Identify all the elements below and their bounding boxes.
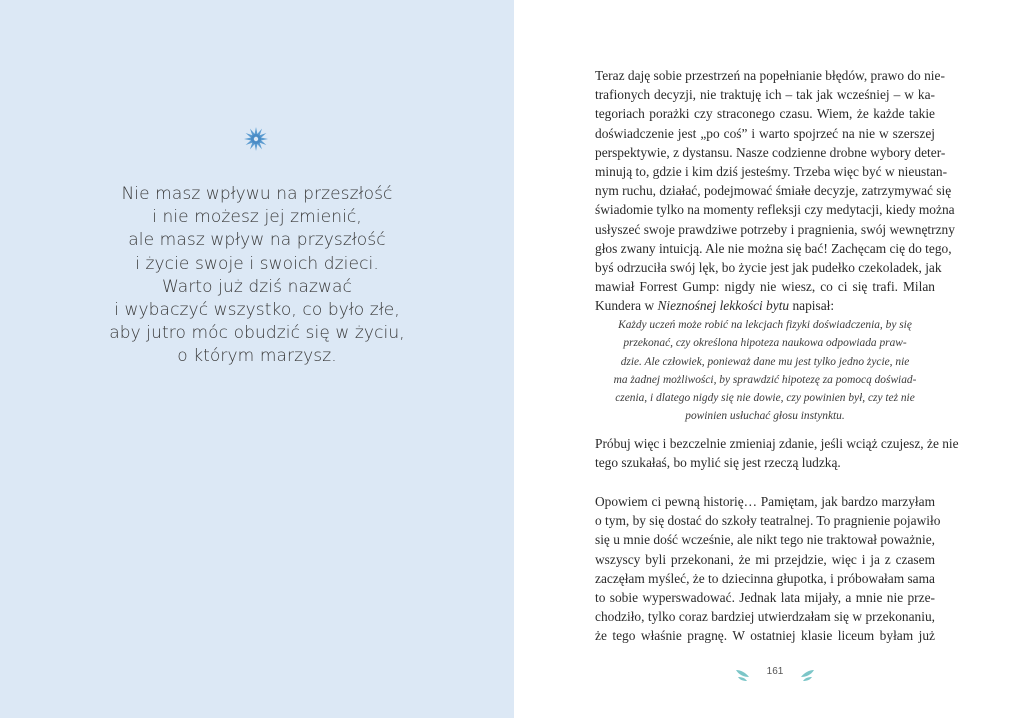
text-line: byś odrzuciła swój lęk, bo życie jest jak pudełko czekoladek, jak: [595, 260, 942, 276]
text-fragment: napisał:: [789, 298, 835, 314]
book-title: Nieznośnej lekkości bytu: [657, 298, 790, 314]
paragraph-2: [595, 434, 959, 472]
text-line: tegoriach porażki czy straconego czasu. Wiem, że każde takie: [595, 106, 935, 122]
quote-line: i nie możesz jej zmienić,: [152, 207, 362, 228]
citation-line: ma żadnej możliwości, by sprawdzić hipotezę za pomocą doświad-: [613, 373, 917, 386]
block-quote: [610, 316, 920, 426]
text-line: [595, 296, 935, 315]
quote-line: i życie swoje i swoich dzieci.: [135, 253, 379, 274]
quote-line: o którym marzysz.: [177, 346, 337, 367]
text-line: się u mnie dość wcześnie, ale nikt tego nie traktował poważnie,: [595, 532, 935, 548]
paragraph-1: [595, 66, 955, 316]
text-line: chodziło, tylko coraz bardziej utwierdzałam się w przekonaniu,: [595, 609, 935, 625]
citation-line: dzie. Ale człowiek, ponieważ dane mu jest tylko jedno życie, nie: [620, 355, 910, 368]
quote-line: Nie masz wpływu na przeszłość: [121, 184, 393, 204]
quote-line: ale masz wpływ na przyszłość: [128, 230, 386, 251]
text-line: Teraz daję sobie przestrzeń na popełnianie błędów, prawo do nie-: [595, 68, 945, 83]
leaf-right-icon: [795, 668, 815, 682]
citation-line: czenia, i dlatego nigdy się nie dowie, czy powinien był, czy też nie: [615, 392, 915, 405]
text-line: usłyszeć swoje prawdziwe potrzeby i pragnienia, swój wewnętrzny: [595, 221, 955, 237]
quote-line: i wybaczyć wszystko, co było złe,: [114, 300, 400, 321]
text-line: wszyscy byli przekonani, że mi przejdzie, więc i ja z czasem: [595, 551, 935, 567]
cornflower-icon: [244, 127, 268, 151]
text-line: Próbuj więc i bezczelnie zmieniaj zdanie, jeśli wciąż czujesz, że nie: [595, 436, 959, 451]
paragraph-3: [595, 492, 941, 646]
text-line: o tym, by się dostać do szkoły teatralnej. To pragnienie pojawiło: [595, 513, 941, 529]
text-line: świadomie tylko na momenty refleksji czy medytacji, kiedy można: [595, 202, 955, 218]
text-line: zaczęłam myśleć, że to dziecinna głupotka, i próbowałam sama: [595, 570, 935, 586]
text-line: doświadczenie jest „po coś” i warto spojrzeć na nie w szerszej: [595, 125, 935, 141]
text-line: tego szukałaś, bo mylić się jest rzeczą ludzką.: [595, 455, 841, 471]
text-line: to sobie wyperswadować. Jednak lata mijały, a mnie nie prze-: [595, 590, 935, 606]
page-number: 161: [766, 666, 784, 677]
text-line: nym ruchu, działać, podejmować śmiałe decyzje, zatrzymywać się: [595, 183, 952, 199]
quote-line: Warto już dziś nazwać: [161, 276, 352, 297]
text-fragment: Kundera w: [595, 298, 658, 314]
text-line: że tego właśnie pragnę. W ostatniej klasie liceum byłam już: [595, 628, 935, 644]
text-line: perspektywie, z dystansu. Nasze codzienne drobne wybory deter-: [595, 144, 946, 160]
text-line: minują to, gdzie i kim dziś jesteśmy. Trzeba więc być w nieustan-: [595, 164, 948, 180]
citation-line: przekonać, czy określona hipoteza naukowa odpowiada praw-: [623, 337, 907, 350]
text-line: mawiał Forrest Gump: nigdy nie wiesz, co ci się trafi. Milan: [595, 279, 935, 295]
citation-line: powinien usłuchać głosu instynktu.: [685, 410, 845, 423]
motivational-quote: [90, 183, 424, 369]
text-line: trafionych decyzji, nie traktuję ich – tak jak wcześniej – w ka-: [595, 87, 935, 103]
text-line: Opowiem ci pewną historię… Pamiętam, jak bardzo marzyłam: [595, 494, 935, 509]
citation-line: Każdy uczeń może robić na lekcjach fizyki doświadczenia, by się: [618, 319, 912, 331]
text-line: głos zwany intuicją. Ale nie można się bać! Zachęcam cię do tego,: [595, 240, 952, 256]
page-footer: [735, 664, 815, 684]
quote-line: aby jutro móc obudzić się w życiu,: [109, 323, 405, 344]
